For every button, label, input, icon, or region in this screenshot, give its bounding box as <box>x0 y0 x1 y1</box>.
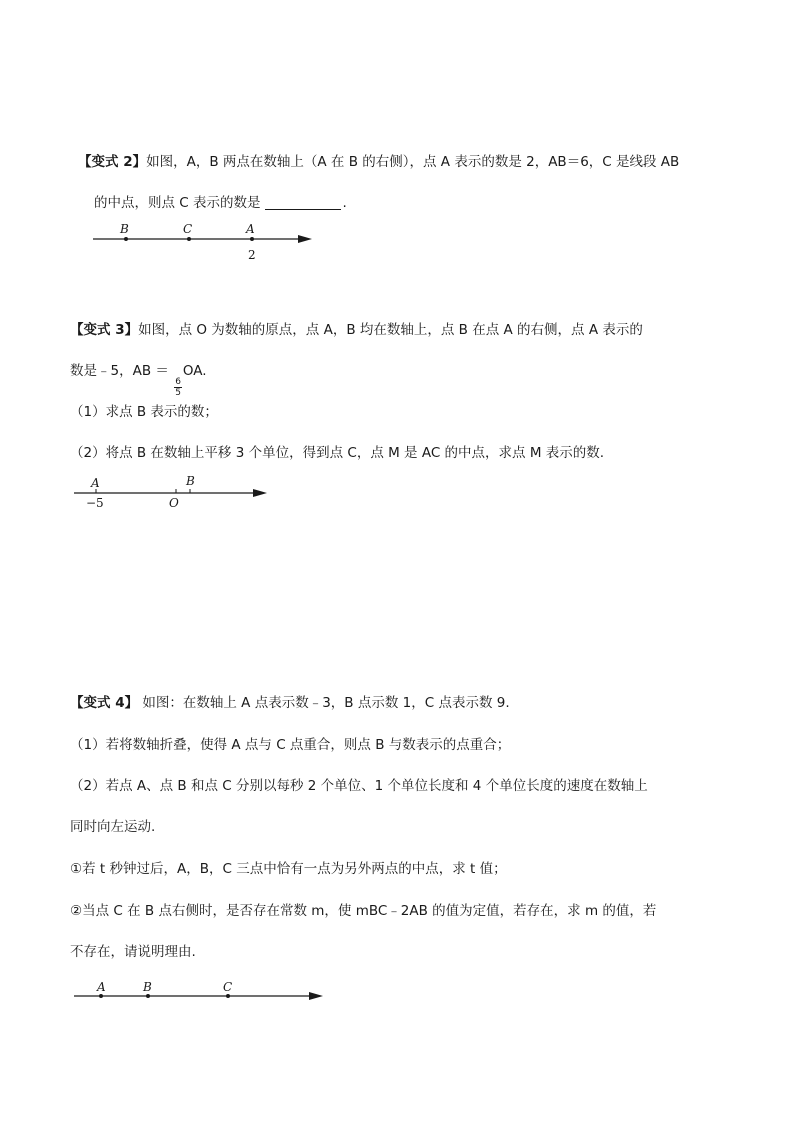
label-B: B <box>143 980 152 994</box>
variant3-text1: 如图，点 O 为数轴的原点，点 A，B 均在数轴上，点 B 在点 A 的右侧，点 A 表示的 <box>138 322 643 338</box>
variant4-q2-line2: 同时向左运动. <box>70 819 156 835</box>
variant4-sub1: ①若 t 秒钟过后，A，B，C 三点中恰有一点为另外两点的中点，求 t 值； <box>70 861 507 877</box>
variant2-text1: 如图，A，B 两点在数轴上（A 在 B 的右侧），点 A 表示的数是 2，AB＝6，C 是线段 AB <box>146 154 680 170</box>
label-C: C <box>183 222 193 236</box>
label-origin: O <box>169 496 179 510</box>
variant2-text2: 的中点，则点 C 表示的数是 <box>94 195 261 211</box>
num-under-A: 2 <box>248 248 256 262</box>
variant4-tag: 【变式 4】 <box>70 695 139 711</box>
variant4-q2-line1: （2）若点 A、点 B 和点 C 分别以每秒 2 个单位、1 个单位长度和 4 个单位长度的速度在数轴上 <box>70 778 648 794</box>
axis-arrow-icon <box>309 992 323 1000</box>
variant3-tag: 【变式 3】 <box>70 322 139 338</box>
variant3-text2-end: OA. <box>182 363 207 379</box>
variant4-sub2-line2: 不存在，请说明理由. <box>70 944 196 960</box>
label-A: A <box>246 222 255 236</box>
variant2-tag: 【变式 2】 <box>78 154 147 170</box>
label-A: A <box>97 980 106 994</box>
label-B: B <box>120 222 129 236</box>
fraction-denominator: 5 <box>175 388 181 398</box>
point-C <box>226 994 230 998</box>
variant4-sub2-line1: ②当点 C 在 B 点右侧时，是否存在常数 m，使 mBC﹣2AB 的值为定值，若存在，求 m 的值，若 <box>70 903 657 919</box>
variant3-text2: 数是﹣5，AB ＝ <box>70 363 169 379</box>
label-B: B <box>186 474 195 488</box>
point-A <box>99 994 103 998</box>
label-A: A <box>91 476 100 490</box>
variant3-q2: （2）将点 B 在数轴上平移 3 个单位，得到点 C，点 M 是 AC 的中点，求点 M 表示的数. <box>70 445 605 461</box>
variant3-q1: （1）求点 B 表示的数； <box>70 404 218 420</box>
fraction-numerator: 6 <box>175 377 181 387</box>
num-minus5: −5 <box>86 496 104 510</box>
variant4-text1: 如图：在数轴上 A 点表示数﹣3，B 点示数 1，C 点表示数 9. <box>138 695 510 711</box>
variant2-text2-end: . <box>342 195 347 211</box>
point-B <box>146 994 150 998</box>
label-C: C <box>223 980 233 994</box>
variant4-q1: （1）若将数轴折叠，使得 A 点与 C 点重合，则点 B 与数表示的点重合； <box>70 737 511 753</box>
